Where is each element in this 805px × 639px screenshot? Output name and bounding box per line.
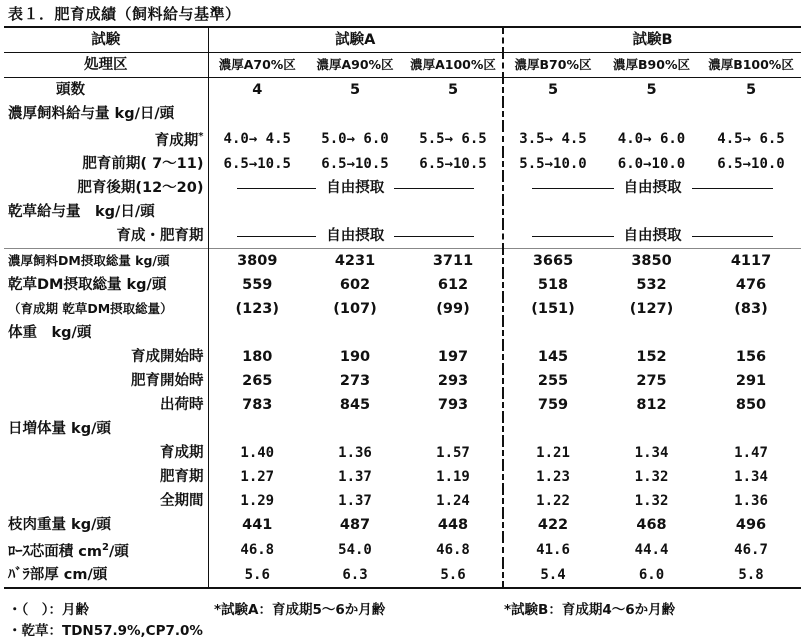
note-trial-b: *試験B：育成期4～6か月齢 — [504, 602, 676, 618]
row-label: 育成期* — [4, 126, 208, 152]
value-a90: 4231 — [306, 248, 404, 273]
value-b70: (151) — [531, 300, 575, 317]
value-b100: 4.5→ 6.5 — [717, 130, 785, 147]
table-row — [4, 176, 801, 200]
value-b100: 6.5→10.0 — [717, 155, 785, 172]
value-b100: 46.7 — [734, 541, 768, 558]
value-b70: 518 — [537, 276, 569, 293]
row-label: 出荷時 — [4, 393, 208, 417]
value-a100: 448 — [404, 513, 503, 537]
treatment-a70: 濃厚A70%区 — [208, 53, 306, 78]
value-a100: 197 — [404, 345, 503, 369]
header-group-a: 試験A — [208, 27, 503, 53]
row-label: 頭数 — [4, 78, 208, 103]
value-a70: (123) — [235, 300, 280, 317]
table-row — [4, 489, 801, 513]
value-a70: 441 — [242, 516, 273, 533]
value-a100: 1.24 — [404, 489, 503, 513]
header-trial-label: 試験 — [4, 27, 208, 53]
value-b90: 44.4 — [634, 541, 669, 558]
header-group-b: 試験B — [503, 27, 801, 53]
value-b70: 759 — [537, 396, 569, 413]
row-label: 肥育前期( 7～11) — [4, 152, 208, 176]
value-a70: 5.6 — [208, 563, 306, 588]
late-fattening-b: 自由摂取 — [503, 176, 801, 200]
row-label-hay-period: 育成・肥育期 — [4, 224, 208, 249]
value-a70: 4.0→ 4.5 — [223, 130, 291, 147]
table-row — [4, 102, 801, 126]
value-a90: 845 — [339, 396, 371, 413]
row-label: 育成開始時 — [4, 345, 208, 369]
value-a70: 1.40 — [240, 444, 275, 461]
value-b90: 468 — [636, 516, 667, 533]
note-hay: ・乾草：TDN57.9%,CP7.0% — [8, 623, 203, 639]
value-a100: 46.8 — [404, 537, 503, 563]
treatment-a100: 濃厚A100%区 — [404, 53, 503, 78]
value-b90: 6.0 — [602, 563, 701, 588]
value-b70: 5.4 — [503, 563, 602, 588]
value-a100: 293 — [404, 369, 503, 393]
row-label: 全期間 — [4, 489, 208, 513]
value-b90: 152 — [636, 348, 667, 365]
table-row — [4, 297, 801, 321]
value-a90: 1.36 — [338, 444, 372, 461]
value-a100: 5 — [404, 78, 503, 103]
treatment-b90: 濃厚B90%区 — [602, 53, 701, 78]
row-label: （育成期 乾草DM摂取総量） — [4, 297, 208, 321]
value-a100: 1.57 — [404, 441, 503, 465]
value-a70: 265 — [242, 372, 273, 389]
value-b100: 1.36 — [734, 492, 768, 509]
row-label: 乾草DM摂取総量 kg/頭 — [4, 273, 208, 297]
value-b90: 1.32 — [634, 468, 669, 485]
value-b70: 1.22 — [536, 492, 570, 509]
value-b90: 1.34 — [634, 444, 669, 461]
header-row-treatments — [4, 53, 801, 78]
value-b100: 850 — [735, 396, 767, 413]
table-row — [4, 345, 801, 369]
table-row — [4, 369, 801, 393]
value-b70: 3665 — [503, 248, 602, 273]
value-a90: 1.37 — [338, 492, 372, 509]
value-b70: 3.5→ 4.5 — [519, 130, 587, 147]
value-b90: 1.32 — [634, 492, 669, 509]
value-a100: 612 — [404, 273, 503, 297]
value-a90: 487 — [339, 516, 371, 533]
value-b100: 291 — [735, 372, 767, 389]
value-b70: 1.21 — [536, 444, 570, 461]
value-a90: 6.3 — [306, 563, 404, 588]
treatment-b70: 濃厚B70%区 — [503, 53, 602, 78]
table-row — [4, 152, 801, 176]
value-b70: 5 — [547, 82, 559, 98]
table-row — [4, 321, 801, 345]
value-b100: 1.34 — [734, 468, 768, 485]
value-b100: 5 — [745, 82, 757, 98]
value-a90: (107) — [333, 300, 377, 317]
section-hay: 乾草給与量 kg/日/頭 — [4, 200, 208, 224]
late-fattening-a: 自由摂取 — [208, 176, 503, 200]
value-b70: 422 — [537, 516, 569, 533]
value-a90: 5 — [349, 82, 361, 98]
section-conc-feed: 濃厚飼料給与量 kg/日/頭 — [4, 102, 208, 126]
value-b70: 5.5→10.0 — [519, 155, 587, 172]
header-row-groups — [4, 27, 801, 53]
value-b100: (83) — [734, 300, 768, 317]
table-row — [4, 563, 801, 588]
value-a70: 783 — [242, 396, 273, 413]
row-label: 育成期 — [4, 441, 208, 465]
hay-period-a: 自由摂取 — [208, 224, 503, 249]
value-a90: 54.0 — [338, 541, 372, 558]
table-row — [4, 273, 801, 297]
section-weight: 体重 kg/頭 — [4, 321, 208, 345]
table-row — [4, 78, 801, 103]
row-label: 肥育期 — [4, 465, 208, 489]
value-a100: 5.6 — [404, 563, 503, 588]
value-a70: 6.5→10.5 — [223, 155, 291, 172]
row-label: 肥育開始時 — [4, 369, 208, 393]
value-b90: (127) — [629, 300, 674, 317]
treatment-b100: 濃厚B100%区 — [701, 53, 801, 78]
value-a70: 1.29 — [240, 492, 275, 509]
value-a90: 1.37 — [338, 468, 372, 485]
footnote-hay — [8, 619, 203, 639]
note-trial-a: *試験A：育成期5～6か月齢 — [214, 602, 386, 618]
table-row — [4, 417, 801, 441]
treatment-a90: 濃厚A90%区 — [306, 53, 404, 78]
value-b70: 145 — [537, 348, 569, 365]
row-label: ﾊﾞﾗ部厚 cm/頭 — [4, 563, 208, 588]
value-b70: 1.23 — [536, 468, 570, 485]
value-b90: 812 — [636, 396, 667, 413]
row-label: ﾛｰｽ芯面積 $cm^2/$頭 — [4, 537, 208, 563]
value-a70: 1.27 — [240, 468, 275, 485]
table-caption: 表１．肥育成績（飼料給与基準） — [8, 5, 241, 23]
value-a100: 5.5→ 6.5 — [404, 126, 503, 152]
value-a100: 6.5→10.5 — [404, 152, 503, 176]
table-row — [4, 200, 801, 224]
hay-period-b: 自由摂取 — [503, 224, 801, 249]
value-b90: 5 — [646, 82, 657, 98]
value-a100: (99) — [404, 297, 503, 321]
value-b100: 1.47 — [734, 444, 768, 461]
row-label: 濃厚飼料DM摂取総量 kg/頭 — [4, 248, 208, 273]
table-row — [4, 513, 801, 537]
value-a70: 4 — [252, 82, 263, 98]
table-row — [4, 224, 801, 249]
table-row — [4, 441, 801, 465]
section-daily-gain: 日増体量 kg/頭 — [4, 417, 208, 441]
value-b90: 4.0→ 6.0 — [617, 130, 686, 147]
value-a90: 5.0→ 6.0 — [321, 130, 389, 147]
header-treatment-label: 処理区 — [4, 53, 208, 78]
value-b100: 496 — [735, 516, 767, 533]
value-a70: 46.8 — [240, 541, 275, 558]
value-a90: 6.5→10.5 — [321, 155, 389, 172]
value-a90: 190 — [339, 348, 371, 365]
table-row — [4, 126, 801, 152]
value-a70: 180 — [242, 348, 273, 365]
value-b90: 532 — [636, 276, 667, 293]
results-table — [4, 26, 801, 589]
table-row — [4, 537, 801, 563]
value-a70: 559 — [242, 276, 273, 293]
value-a100: 793 — [404, 393, 503, 417]
value-a100: 3711 — [404, 248, 503, 273]
value-a90: 273 — [339, 372, 371, 389]
value-b70: 41.6 — [536, 541, 570, 558]
value-b90: 3850 — [602, 248, 701, 273]
value-a70: 3809 — [208, 248, 306, 273]
table-row — [4, 393, 801, 417]
value-b70: 255 — [537, 372, 569, 389]
value-b90: 275 — [636, 372, 667, 389]
value-a100: 1.19 — [404, 465, 503, 489]
row-label-late-fattening: 肥育後期(12～20) — [4, 176, 208, 200]
row-label: 枝肉重量 kg/頭 — [4, 513, 208, 537]
value-a90: 602 — [339, 276, 371, 293]
value-b100: 4117 — [701, 248, 801, 273]
value-b100: 156 — [735, 348, 767, 365]
note-age: ・（ ）：月齢 — [8, 602, 89, 618]
table-row — [4, 465, 801, 489]
table-row — [4, 248, 801, 273]
value-b100: 476 — [735, 276, 767, 293]
value-b90: 6.0→10.0 — [617, 155, 686, 172]
value-b100: 5.8 — [701, 563, 801, 588]
